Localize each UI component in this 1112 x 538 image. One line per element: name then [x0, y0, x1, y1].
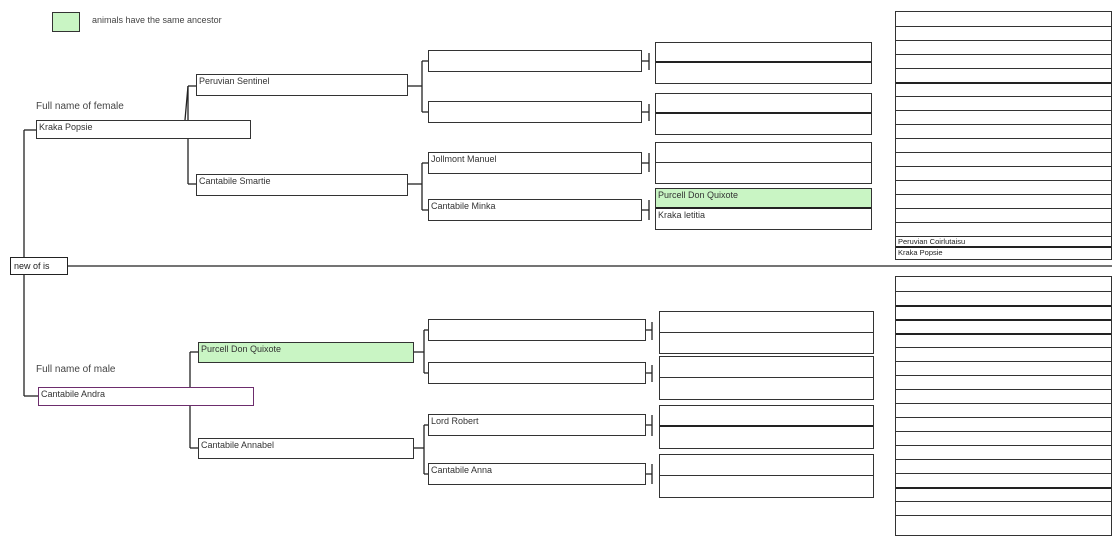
- male-sire-sire-field[interactable]: [428, 319, 646, 341]
- female-dam-field[interactable]: Cantabile Smartie: [196, 174, 408, 196]
- female-gen4-pair-2: [655, 93, 872, 135]
- female-sire-field[interactable]: Peruvian Sentinel: [196, 74, 408, 96]
- gen5-field[interactable]: [896, 54, 1111, 68]
- gen5-field[interactable]: [896, 208, 1111, 222]
- gen5-field[interactable]: [896, 152, 1111, 166]
- female-name-field[interactable]: Kraka Popsie: [36, 120, 251, 139]
- female-caption: Full name of female: [36, 101, 124, 112]
- gen4-dam-field[interactable]: [660, 427, 873, 448]
- gen5-field[interactable]: [896, 68, 1111, 82]
- gen5-field[interactable]: [896, 375, 1111, 389]
- gen5-field[interactable]: [896, 501, 1111, 515]
- male-dam-field[interactable]: Cantabile Annabel: [198, 438, 414, 459]
- male-gen4-pair-3: [659, 405, 874, 449]
- gen5-field[interactable]: [896, 222, 1111, 236]
- gen5-field[interactable]: [896, 138, 1111, 152]
- male-gen4-pair-4: [659, 454, 874, 498]
- gen5-field[interactable]: [896, 180, 1111, 194]
- gen4-sire-field[interactable]: [660, 455, 873, 476]
- gen4-sire-field[interactable]: [656, 143, 871, 163]
- gen5-field[interactable]: [896, 431, 1111, 445]
- gen4-sire-field[interactable]: [656, 94, 871, 114]
- gen4-sire-field[interactable]: [660, 357, 873, 378]
- female-gen5-column: [895, 11, 1112, 260]
- gen5-field[interactable]: [896, 333, 1111, 347]
- gen4-sire-field[interactable]: [660, 406, 873, 427]
- gen4-dam-field[interactable]: [660, 333, 873, 354]
- gen5-field[interactable]: [896, 487, 1111, 501]
- gen4-dam-field[interactable]: [660, 378, 873, 399]
- gen5-field[interactable]: [896, 417, 1111, 431]
- male-gen5-column: [895, 276, 1112, 536]
- gen5-field[interactable]: [896, 305, 1111, 319]
- gen5-field[interactable]: [896, 403, 1111, 417]
- gen5-field[interactable]: [896, 473, 1111, 487]
- gen4-dam-field[interactable]: [656, 114, 871, 134]
- gen5-field[interactable]: [896, 124, 1111, 138]
- female-gen4-pair-4: [655, 188, 872, 230]
- gen5-field[interactable]: [896, 319, 1111, 333]
- male-caption: Full name of male: [36, 364, 116, 375]
- gen5-field[interactable]: [896, 459, 1111, 473]
- gen5-field[interactable]: Kraka Popsie: [896, 246, 1111, 256]
- gen5-field[interactable]: [896, 389, 1111, 403]
- gen5-field[interactable]: Peruvian Coirlutaisu: [896, 236, 1111, 246]
- female-dam-dam-field[interactable]: Cantabile Minka: [428, 199, 642, 221]
- gen5-field[interactable]: [896, 291, 1111, 305]
- male-name-field[interactable]: Cantabile Andra: [38, 387, 254, 406]
- gen5-field[interactable]: [896, 82, 1111, 96]
- female-dam-sire-field[interactable]: Jollmont Manuel: [428, 152, 642, 174]
- female-gen4-pair-3: [655, 142, 872, 184]
- male-sire-dam-field[interactable]: [428, 362, 646, 384]
- gen4-sire-field[interactable]: [656, 43, 871, 63]
- gen5-field[interactable]: [896, 515, 1111, 529]
- gen5-field[interactable]: [896, 445, 1111, 459]
- gen4-dam-field[interactable]: [656, 63, 871, 83]
- legend-swatch: [52, 12, 80, 32]
- female-sire-sire-field[interactable]: [428, 50, 642, 72]
- male-sire-field[interactable]: Purcell Don Quixote: [198, 342, 414, 363]
- gen5-field[interactable]: [896, 347, 1111, 361]
- male-gen4-pair-1: [659, 311, 874, 354]
- gen5-field[interactable]: [896, 361, 1111, 375]
- new-foal-field[interactable]: new of is: [10, 257, 68, 275]
- gen5-field[interactable]: [896, 277, 1111, 291]
- male-dam-sire-field[interactable]: Lord Robert: [428, 414, 646, 436]
- male-gen4-pair-2: [659, 356, 874, 400]
- gen5-field[interactable]: [896, 96, 1111, 110]
- gen4-sire-field[interactable]: Purcell Don Quixote: [656, 189, 871, 209]
- gen4-dam-field[interactable]: [656, 163, 871, 183]
- gen5-field[interactable]: [896, 12, 1111, 26]
- gen5-field[interactable]: [896, 26, 1111, 40]
- gen5-field[interactable]: [896, 194, 1111, 208]
- female-sire-dam-field[interactable]: [428, 101, 642, 123]
- gen5-field[interactable]: [896, 40, 1111, 54]
- female-gen4-pair-1: [655, 42, 872, 84]
- gen4-sire-field[interactable]: [660, 312, 873, 333]
- gen4-dam-field[interactable]: [660, 476, 873, 497]
- gen4-dam-field[interactable]: Kraka letitia: [658, 210, 706, 220]
- male-dam-dam-field[interactable]: Cantabile Anna: [428, 463, 646, 485]
- gen5-field[interactable]: [896, 166, 1111, 180]
- gen5-field[interactable]: [896, 110, 1111, 124]
- legend-label: animals have the same ancestor: [92, 15, 222, 25]
